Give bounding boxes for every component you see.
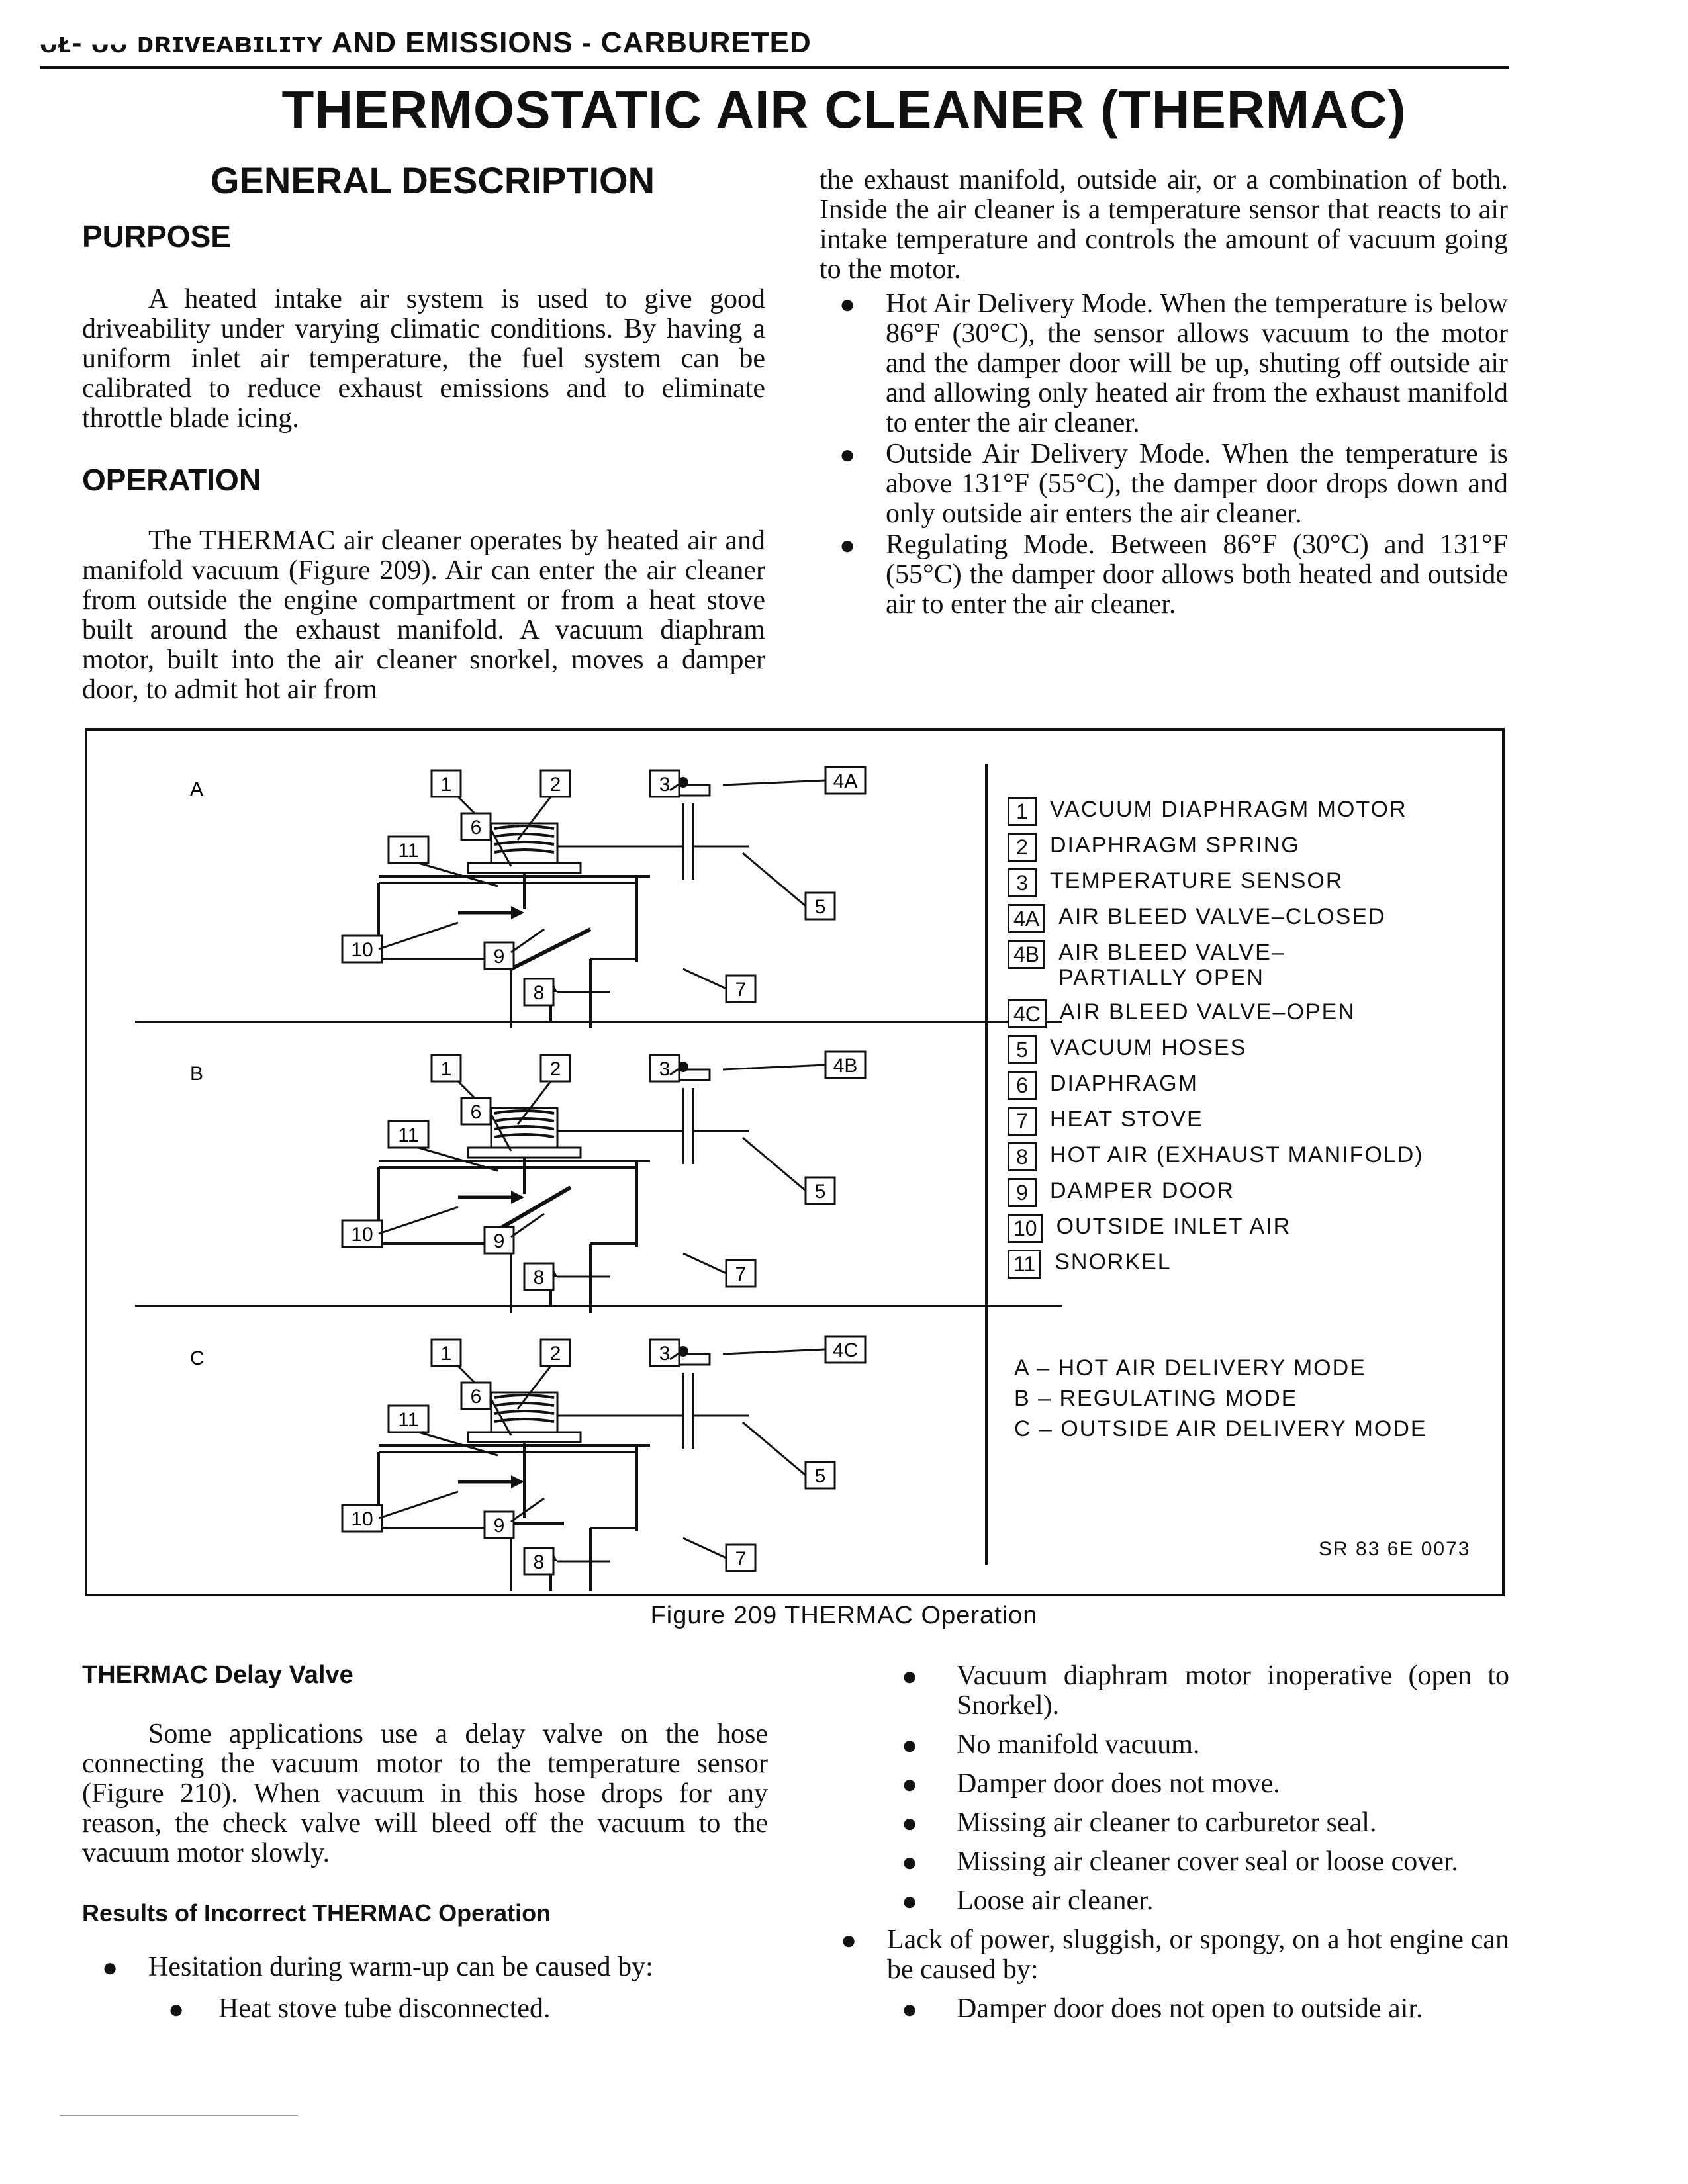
legend-label: HEAT STOVE <box>1050 1107 1203 1132</box>
bullet-dot: ● <box>902 1661 918 1691</box>
general-description-heading: GENERAL DESCRIPTION <box>211 159 655 201</box>
bullet-dot: ● <box>902 1847 918 1877</box>
bullet-outside-air <box>820 439 1508 529</box>
damper-door <box>511 929 590 969</box>
cause-item <box>821 1730 1509 1760</box>
vacuum-hose <box>557 803 683 846</box>
mode-key <box>1014 1353 1427 1444</box>
callout-2: 2 <box>549 1343 561 1365</box>
figure-legend <box>1008 797 1484 1366</box>
legend-item <box>1008 940 1286 990</box>
panel-c-outside-air <box>190 1336 865 1591</box>
page-title: THERMOSTATIC AIR CLEANER (THERMAC) <box>281 80 1407 139</box>
legend-number-box: 4A <box>1008 904 1045 933</box>
cause-item <box>821 1886 1509 1916</box>
legend-item <box>1008 833 1300 862</box>
bullet-dot: ● <box>102 1952 118 1982</box>
purpose-text: A heated intake air system is used to give good driveability under varying climatic conditions. By having a uniform inlet air temperature, the fuel system can be calibrated to reduce exhaust emissions and to eliminate throttle blade icing. <box>82 284 765 433</box>
callout-9: 9 <box>493 946 505 968</box>
legend-number-box: 6 <box>1008 1071 1037 1100</box>
mode-b: B – REGULATING MODE <box>1014 1386 1298 1411</box>
leader-line <box>743 1422 806 1475</box>
legend-item <box>1008 1250 1172 1279</box>
leader-line <box>511 1498 544 1522</box>
diaphragm <box>468 1148 581 1158</box>
bullet-dot: ● <box>902 1994 918 2024</box>
cause-item <box>821 1769 1509 1799</box>
cause-list <box>821 1661 1509 2024</box>
bullet-dot: ● <box>168 1994 185 2024</box>
callout-8: 8 <box>533 1551 545 1573</box>
legend-label: TEMPERATURE SENSOR <box>1050 868 1344 893</box>
vacuum-hose <box>557 1088 683 1131</box>
leader-line <box>723 780 825 785</box>
panel-letter: C <box>190 1347 205 1369</box>
airflow-arrow-head <box>511 906 524 919</box>
legend-item <box>1008 999 1356 1028</box>
legend-number-box: 4C <box>1008 999 1047 1028</box>
leader-line <box>683 1538 726 1558</box>
callout-7: 7 <box>735 1263 747 1285</box>
panel-letter: A <box>190 778 204 800</box>
legend-label: VACUUM DIAPHRAGM MOTOR <box>1050 797 1407 822</box>
callout-3: 3 <box>659 774 671 796</box>
callout-11: 11 <box>398 1124 419 1146</box>
bullet-dot: ● <box>839 439 856 469</box>
callout-8: 8 <box>533 1267 545 1289</box>
operation-text: The THERMAC air cleaner operates by heated air and manifold vacuum (Figure 209). Air can enter the air cleaner from outside the engine compartment or from a heat stove built around the exhaust manifold. A vacuum diaphram motor, built into the air cleaner snorkel, moves a damper door, to admit hot air from <box>82 525 765 705</box>
callout-5: 5 <box>814 896 826 918</box>
cause-item <box>821 1661 1509 1721</box>
airflow-arrow-head <box>511 1191 524 1204</box>
leader-line <box>683 969 726 989</box>
leader-line <box>743 1138 806 1191</box>
bullet-dot: ● <box>902 1886 918 1916</box>
legend-item <box>1008 1214 1291 1243</box>
legend-label: HOT AIR (EXHAUST MANIFOLD) <box>1050 1142 1424 1167</box>
callout-10: 10 <box>351 939 373 961</box>
callout-6: 6 <box>470 817 482 839</box>
mode-c: C – OUTSIDE AIR DELIVERY MODE <box>1014 1416 1427 1441</box>
vacuum-hose <box>683 803 749 880</box>
callout-6: 6 <box>470 1386 482 1408</box>
delay-valve-heading: THERMAC Delay Valve <box>82 1661 353 1689</box>
legend-label: VACUUM HOSES <box>1050 1035 1247 1060</box>
running-head: ᴗᴌ- ᴗᴗ ᴅʀɪᴠᴇᴀʙɪʟɪᴛʏ AND EMISSIONS - CARBURETED <box>40 26 812 59</box>
legend-number-box: 10 <box>1008 1214 1043 1243</box>
bullet-dot: ● <box>902 1769 918 1799</box>
callout-valve: 4A <box>833 770 858 792</box>
operation-heading: OPERATION <box>82 463 261 497</box>
leader-line <box>379 923 458 949</box>
legend-item <box>1008 1035 1246 1064</box>
bullet-text: Loose air cleaner. <box>957 1886 1154 1916</box>
cause-item <box>821 1808 1509 1838</box>
lack-power-bullet <box>821 1925 1509 1985</box>
thermac-diagrams <box>87 731 981 1591</box>
callout-11: 11 <box>398 840 419 862</box>
legend-number-box: 11 <box>1008 1250 1041 1279</box>
figure-209 <box>85 728 1505 1596</box>
legend-label: AIR BLEED VALVE–CLOSED <box>1058 904 1386 929</box>
leader-line <box>723 1065 825 1069</box>
legend-label: OUTSIDE INLET AIR <box>1056 1214 1291 1239</box>
legend-item <box>1008 1142 1424 1171</box>
header-rule <box>40 66 1509 69</box>
callout-10: 10 <box>351 1224 373 1246</box>
cause-item <box>821 1994 1509 2024</box>
legend-label: SNORKEL <box>1055 1250 1172 1275</box>
callout-3: 3 <box>659 1343 671 1365</box>
airflow-arrow-head <box>511 1475 524 1488</box>
legend-item <box>1008 1071 1198 1100</box>
leader-line <box>683 1253 726 1273</box>
legend-label: DAMPER DOOR <box>1050 1178 1235 1203</box>
legend-label: AIR BLEED VALVE– PARTIALLY OPEN <box>1058 940 1286 990</box>
vacuum-hose <box>557 1373 683 1416</box>
callout-1: 1 <box>440 774 452 796</box>
legend-number-box: 7 <box>1008 1107 1037 1136</box>
callout-1: 1 <box>440 1058 452 1080</box>
bullet-text: Missing air cleaner cover seal or loose cover. <box>957 1846 1459 1877</box>
bullet-text: Heat stove tube disconnected. <box>218 1993 551 2024</box>
bullet-text: No manifold vacuum. <box>957 1729 1200 1760</box>
callout-5: 5 <box>814 1465 826 1487</box>
leader-line <box>743 853 806 906</box>
callout-5: 5 <box>814 1181 826 1203</box>
hesitation-bullet <box>82 1952 768 1982</box>
diaphragm <box>468 1432 581 1442</box>
mode-a: A – HOT AIR DELIVERY MODE <box>1014 1355 1366 1381</box>
operation-continued: the exhaust manifold, outside air, or a combination of both. Inside the air cleaner is a temperature sensor that reacts to air intake temperature and controls the amount of vacuum going to the motor. <box>820 165 1508 285</box>
bullet-text: Regulating Mode. Between 86°F (30°C) and 131°F (55°C) the damper door allows both heated and outside air to enter the air cleaner. <box>886 529 1508 619</box>
bullet-text: Vacuum diaphram motor inoperative (open to Snorkel). <box>957 1661 1509 1721</box>
leader-line <box>511 929 544 952</box>
bullet-dot: ● <box>839 289 856 319</box>
legend-label: DIAPHRAGM SPRING <box>1050 833 1300 858</box>
mode-bullets <box>820 289 1508 619</box>
leader-line <box>379 1492 458 1518</box>
bullet-hot-air <box>820 289 1508 438</box>
callout-7: 7 <box>735 979 747 1001</box>
legend-number-box: 1 <box>1008 797 1037 826</box>
bullet-text: Hot Air Delivery Mode. When the temperature is below 86°F (30°C), the sensor allows vacuum to the motor and the damper door will be up, shuting off outside air and allowing only heated air from the exhaust manifold to enter the air cleaner. <box>886 289 1508 438</box>
footer-rule <box>60 2115 298 2116</box>
legend-number-box: 4B <box>1008 940 1045 969</box>
vacuum-hose <box>683 1088 749 1164</box>
bullet-text: Damper door does not open to outside air. <box>957 1993 1423 2024</box>
legend-number-box: 5 <box>1008 1035 1037 1064</box>
results-heading: Results of Incorrect THERMAC Operation <box>82 1899 551 1927</box>
legend-number-box: 8 <box>1008 1142 1037 1171</box>
delay-valve-text: Some applications use a delay valve on the hose connecting the vacuum motor to the temperature sensor (Figure 210). When vacuum in this hose drops for any reason, the check valve will bleed off the vacuum to the vacuum motor slowly. <box>82 1719 768 1868</box>
callout-valve: 4B <box>833 1055 858 1077</box>
callout-3: 3 <box>659 1058 671 1080</box>
panel-letter: B <box>190 1063 204 1085</box>
vacuum-hose <box>683 1373 749 1449</box>
legend-label: DIAPHRAGM <box>1050 1071 1198 1096</box>
legend-item <box>1008 1107 1203 1136</box>
bullet-dot: ● <box>839 530 856 560</box>
legend-item <box>1008 797 1407 826</box>
panel-b-regulating <box>190 1052 865 1313</box>
legend-number-box: 9 <box>1008 1178 1037 1207</box>
callout-7: 7 <box>735 1548 747 1570</box>
figure-caption: Figure 209 THERMAC Operation <box>650 1602 1038 1629</box>
bullet-text: Outside Air Delivery Mode. When the temperature is above 131°F (55°C), the damper door drops down and only outside air enters the air cleaner. <box>886 439 1508 529</box>
hesitation-list <box>82 1952 768 2024</box>
diaphragm <box>468 863 581 873</box>
bullet-dot: ● <box>902 1808 918 1838</box>
callout-9: 9 <box>493 1515 505 1537</box>
callout-9: 9 <box>493 1230 505 1252</box>
callout-1: 1 <box>440 1343 452 1365</box>
callout-11: 11 <box>398 1409 419 1431</box>
purpose-heading: PURPOSE <box>82 219 231 253</box>
legend-divider <box>985 764 988 1565</box>
leader-line <box>723 1349 825 1354</box>
legend-item <box>1008 904 1386 933</box>
callout-2: 2 <box>549 774 561 796</box>
bullet-text: Damper door does not move. <box>957 1768 1280 1799</box>
leader-line <box>379 1207 458 1234</box>
bullet-text: Hesitation during warm-up can be caused by: <box>148 1952 653 1982</box>
bullet-dot: ● <box>841 1925 857 1955</box>
cause-item <box>82 1994 768 2024</box>
callout-valve: 4C <box>832 1340 859 1361</box>
bullet-regulating <box>820 530 1508 619</box>
legend-number-box: 3 <box>1008 868 1037 897</box>
legend-item <box>1008 868 1343 897</box>
panel-a-hot-air <box>190 767 865 1028</box>
cause-item <box>821 1847 1509 1877</box>
callout-2: 2 <box>549 1058 561 1080</box>
callout-10: 10 <box>351 1508 373 1530</box>
legend-label: AIR BLEED VALVE–OPEN <box>1059 999 1356 1024</box>
bullet-text: Missing air cleaner to carburetor seal. <box>957 1807 1377 1838</box>
callout-6: 6 <box>470 1101 482 1123</box>
legend-number-box: 2 <box>1008 833 1037 862</box>
bullet-text: Lack of power, sluggish, or spongy, on a hot engine can be caused by: <box>887 1925 1509 1985</box>
sr-number: SR 83 6E 0073 <box>1319 1538 1471 1560</box>
bullet-dot: ● <box>902 1730 918 1760</box>
callout-8: 8 <box>533 982 545 1004</box>
legend-item <box>1008 1178 1235 1207</box>
